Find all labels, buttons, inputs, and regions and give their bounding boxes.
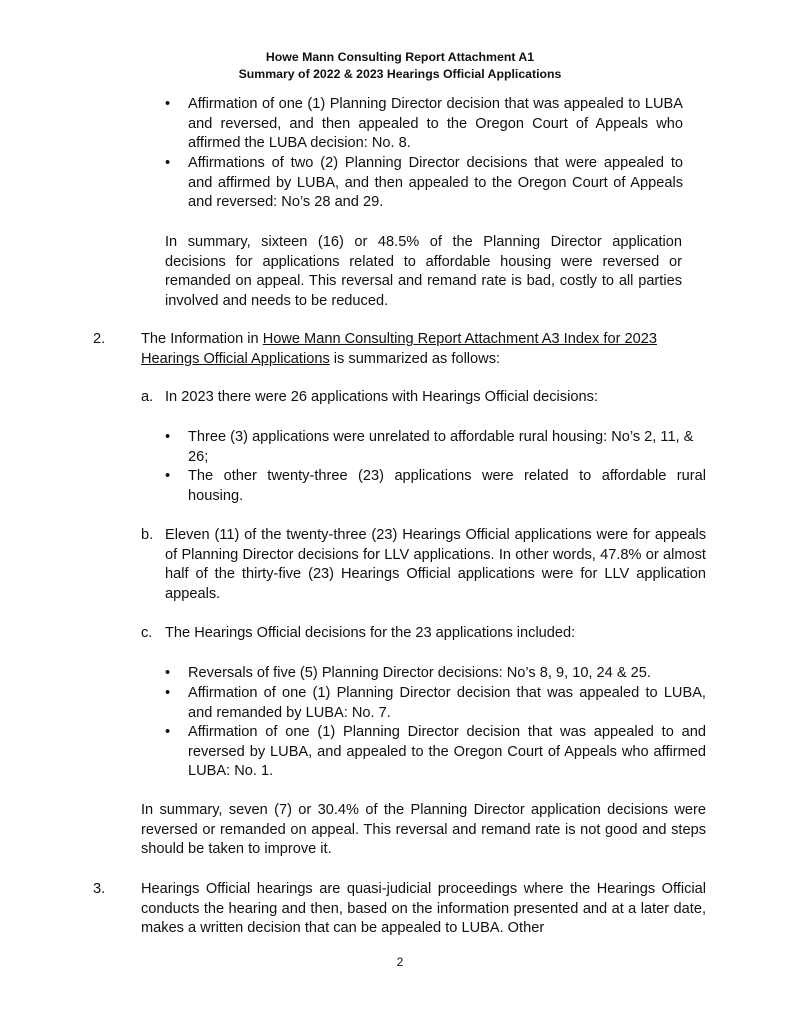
page-number: 2 xyxy=(396,955,404,969)
header-subtitle: Summary of 2022 & 2023 Hearings Official Applications xyxy=(238,67,562,81)
item-2c-text: The Hearings Official decisions for the 23 applications included: xyxy=(165,625,576,641)
item-2-number: 2. xyxy=(93,331,106,347)
summary-paragraph-2: In summary, seven (7) or 30.4% of the Planning Director application decisions were reversed or remanded on appeal. This reversal and remand rate is not good and steps should be taken to improve it. xyxy=(141,802,706,857)
item-3-number: 3. xyxy=(93,881,106,897)
bullet-icon: • xyxy=(165,685,171,701)
bullet-icon: • xyxy=(165,665,171,681)
item-2b-text: Eleven (11) of the twenty-three (23) Hearings Official applications were for appeals of Planning Director decisions for LLV applications. In other words, 47.8% or almost half of the thirty-five (23) Hearings Official applications were for LLV application appeals. xyxy=(165,527,706,602)
bullet-icon: • xyxy=(165,724,171,740)
summary-paragraph-1: In summary, sixteen (16) or 48.5% of the Planning Director application decisions for applications related to affordable housing were reversed or remanded on appeal. This reversal and remand rate is bad, costly to all parties involved and needs to be reduced. xyxy=(165,234,682,309)
bullet-icon: • xyxy=(165,468,171,484)
item-2c-bullet-3: Affirmation of one (1) Planning Director decision that was appealed to and reversed by LUBA, and appealed to the Oregon Court of Appeals who affirmed LUBA: No. 1. xyxy=(188,724,706,779)
item-2a-bullet-2: The other twenty-three (23) applications were related to affordable rural housing. xyxy=(188,468,706,504)
item-3-text: Hearings Official hearings are quasi-judicial proceedings where the Hearings Official conducts the hearing and then, based on the information presented and at a later date, makes a written decision that can be appealed to LUBA. Other xyxy=(141,881,706,936)
item-2-intro xyxy=(141,330,706,369)
item-2b-label: b. xyxy=(141,527,154,543)
bullet-icon: • xyxy=(165,429,171,445)
top-bullet-2: Affirmations of two (2) Planning Director decisions that were appealed to and affirmed by LUBA, and then appealed to the Oregon Court of Appeals and reversed: No’s 28 and 29. xyxy=(188,155,683,210)
item-2-intro-prefix: The Information in xyxy=(141,331,263,347)
bullet-icon: • xyxy=(165,155,171,171)
item-2c-bullet-1: Reversals of five (5) Planning Director decisions: No’s 8, 9, 10, 24 & 25. xyxy=(188,665,651,681)
item-2c-bullet-2: Affirmation of one (1) Planning Director decision that was appealed to LUBA, and remanded by LUBA: No. 7. xyxy=(188,685,706,721)
item-2a-label: a. xyxy=(141,389,154,405)
item-2c-label: c. xyxy=(141,625,153,641)
header-title: Howe Mann Consulting Report Attachment A1 xyxy=(265,50,535,64)
attachment-a3-reference: Howe Mann Consulting Report Attachment A3 Index for 2023 Hearings Official Applications xyxy=(141,331,657,367)
item-2a-bullet-1: Three (3) applications were unrelated to affordable rural housing: No’s 2, 11, & 26; xyxy=(188,429,694,465)
bullet-icon: • xyxy=(165,96,171,112)
item-2a-text: In 2023 there were 26 applications with Hearings Official decisions: xyxy=(165,389,598,405)
top-bullet-1: Affirmation of one (1) Planning Director decision that was appealed to LUBA and reversed, and then appealed to the Oregon Court of Appeals who affirmed the LUBA decision: No. 8. xyxy=(188,96,683,151)
page-header xyxy=(0,49,800,83)
item-2-intro-suffix: is summarized as follows: xyxy=(329,350,501,367)
